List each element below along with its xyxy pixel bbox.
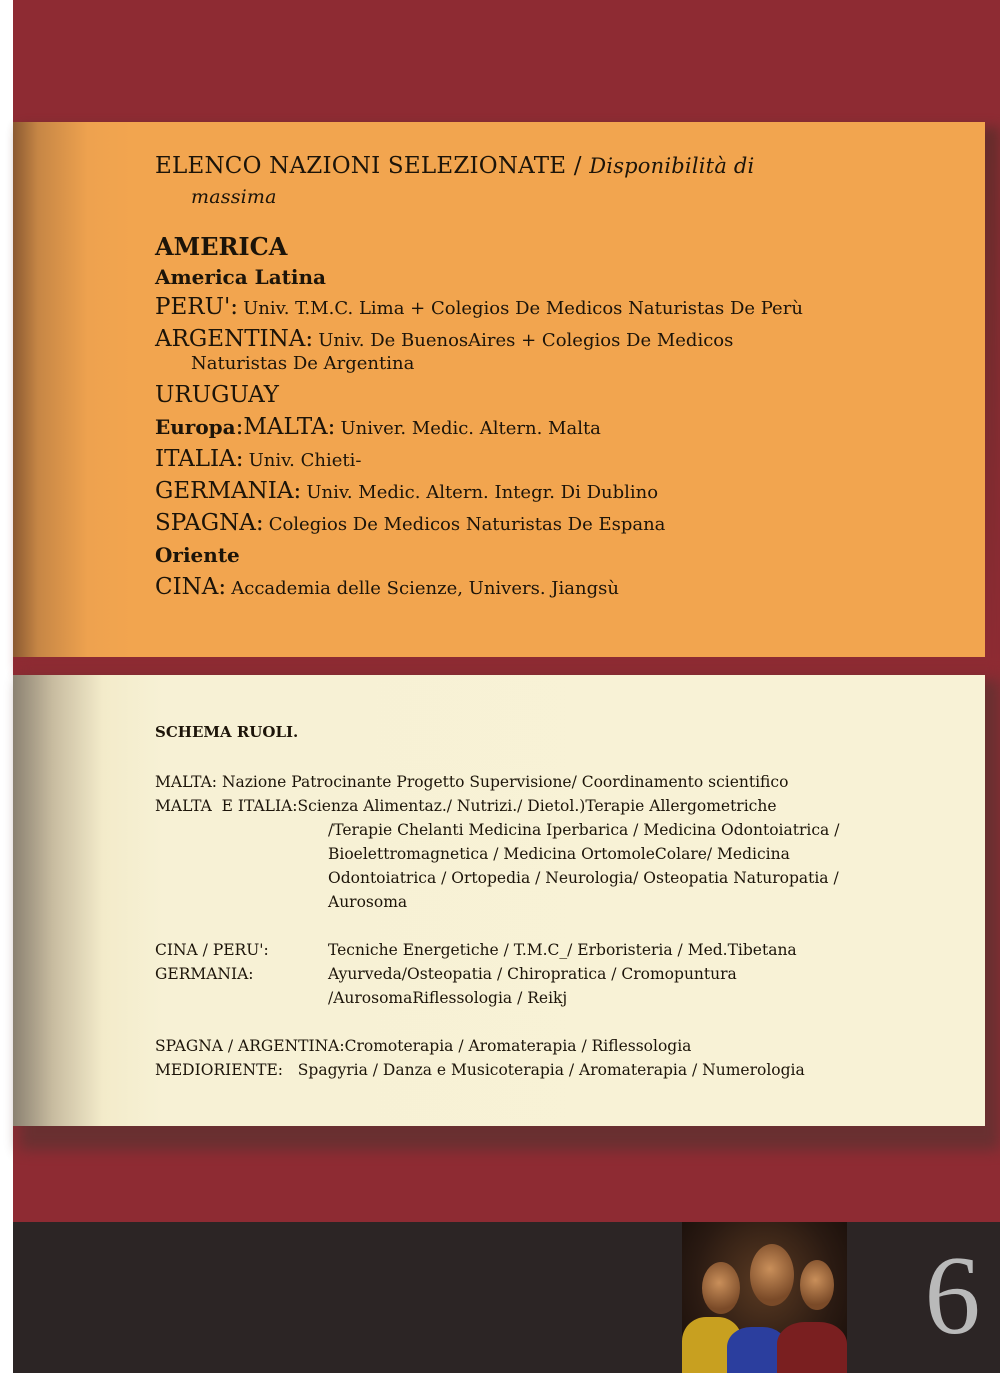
role-cina-peru	[155, 938, 955, 962]
role-label: CINA / PERU':	[155, 941, 269, 959]
nation-name: :MALTA:	[235, 414, 336, 440]
role-label: SPAGNA / ARGENTINA:	[155, 1037, 345, 1055]
nation-name: GERMANIA:	[155, 478, 302, 504]
nation-peru	[155, 292, 975, 324]
role-malta-italia-cont	[155, 842, 955, 866]
nation-institutions: Accademia delle Scienze, Univers. Jiangsù	[231, 578, 619, 599]
photo-face-right	[800, 1260, 834, 1310]
nation-name: PERU':	[155, 294, 239, 320]
indent	[155, 890, 328, 914]
role-malta	[155, 770, 955, 794]
nation-institutions: Univ. De BuenosAires + Colegios De Medicos	[318, 330, 734, 351]
nation-institutions: Colegios De Medicos Naturistas De Espana	[268, 514, 666, 535]
roles-schema	[155, 720, 955, 1082]
region-oriente	[155, 540, 975, 572]
nation-malta	[155, 412, 975, 444]
region-oriente-label: Oriente	[155, 543, 240, 567]
indent	[155, 986, 328, 1010]
role-text: Bioelettromagnetica / Medicina OrtomoleColare/ Medicina	[328, 845, 790, 863]
role-text: Scienza Alimentaz./ Nutrizi./ Dietol.)Terapie Allergometriche	[297, 797, 777, 815]
role-label: MEDIORIENTE:	[155, 1061, 298, 1079]
footer-band	[13, 1222, 1000, 1373]
role-text: Odontoiatrica / Ortopedia / Neurologia/ Osteopatia Naturopatia /	[328, 869, 839, 887]
spacer	[155, 914, 955, 938]
role-germania-cont	[155, 986, 955, 1010]
nation-uruguay	[155, 380, 975, 412]
role-malta-italia-cont	[155, 818, 955, 842]
nations-title	[155, 150, 975, 212]
nation-name: SPAGNA:	[155, 510, 264, 536]
region-europe: Europa	[155, 415, 236, 439]
nation-italia	[155, 444, 975, 476]
region-america: AMERICA	[155, 232, 288, 261]
nation-institutions: Univ. T.M.C. Lima + Colegios De Medicos Naturistas De Perù	[243, 298, 803, 319]
role-text: Cromoterapia / Aromaterapia / Riflessologia	[344, 1037, 692, 1055]
role-text: Ayurveda/Osteopatia / Chiropratica / Cromopuntura	[328, 965, 737, 983]
subregion-latin-america: America Latina	[155, 265, 326, 289]
nations-list	[155, 150, 975, 604]
photo-face-left	[702, 1262, 740, 1314]
photo-cloth-red	[777, 1322, 847, 1373]
role-spagna-argentina	[155, 1034, 955, 1058]
role-label: MALTA:	[155, 773, 222, 791]
role-medioriente	[155, 1058, 955, 1082]
role-malta-italia-cont	[155, 866, 955, 890]
nation-germania	[155, 476, 975, 508]
nation-name: ITALIA:	[155, 446, 244, 472]
nation-cina	[155, 572, 975, 604]
role-malta-italia	[155, 794, 955, 818]
nation-institutions-cont: Naturistas De Argentina	[191, 353, 415, 374]
nation-spagna	[155, 508, 975, 540]
role-text: Nazione Patrocinante Progetto Supervisione/ Coordinamento scientifico	[221, 773, 789, 791]
nation-institutions: Univer. Medic. Altern. Malta	[340, 418, 601, 439]
nation-institutions: Univ. Chieti-	[248, 450, 362, 471]
monks-photo	[682, 1222, 847, 1373]
role-label: MALTA E ITALIA:	[155, 797, 298, 815]
role-text: Spagyria / Danza e Musicoterapia / Aromaterapia / Numerologia	[297, 1061, 805, 1079]
role-text: Aurosoma	[328, 893, 408, 911]
role-text: Tecniche Energetiche / T.M.C_/ Erboristeria / Med.Tibetana	[328, 941, 797, 959]
role-label: GERMANIA:	[155, 965, 254, 983]
nation-institutions: Univ. Medic. Altern. Integr. Di Dublino	[306, 482, 659, 503]
spacer	[155, 1010, 955, 1034]
nations-title-sub: Disponibilità di	[589, 154, 755, 178]
role-malta-italia-cont	[155, 890, 955, 914]
nation-name: CINA:	[155, 574, 227, 600]
indent	[155, 866, 328, 890]
role-text: /AurosomaRiflessologia / Reikj	[328, 989, 568, 1007]
nation-name: URUGUAY	[155, 382, 279, 408]
nation-name: ARGENTINA:	[155, 326, 314, 352]
indent	[155, 818, 328, 842]
role-text: /Terapie Chelanti Medicina Iperbarica / Medicina Odontoiatrica /	[328, 821, 840, 839]
role-germania	[155, 962, 955, 986]
photo-face-center	[750, 1244, 794, 1306]
nation-argentina	[155, 324, 975, 376]
nations-title-cont: massima	[191, 186, 277, 208]
roles-title: SCHEMA RUOLI.	[155, 723, 299, 741]
nations-title-main: ELENCO NAZIONI SELEZIONATE /	[155, 153, 590, 179]
page-number: 6	[924, 1234, 981, 1358]
indent	[155, 842, 328, 866]
